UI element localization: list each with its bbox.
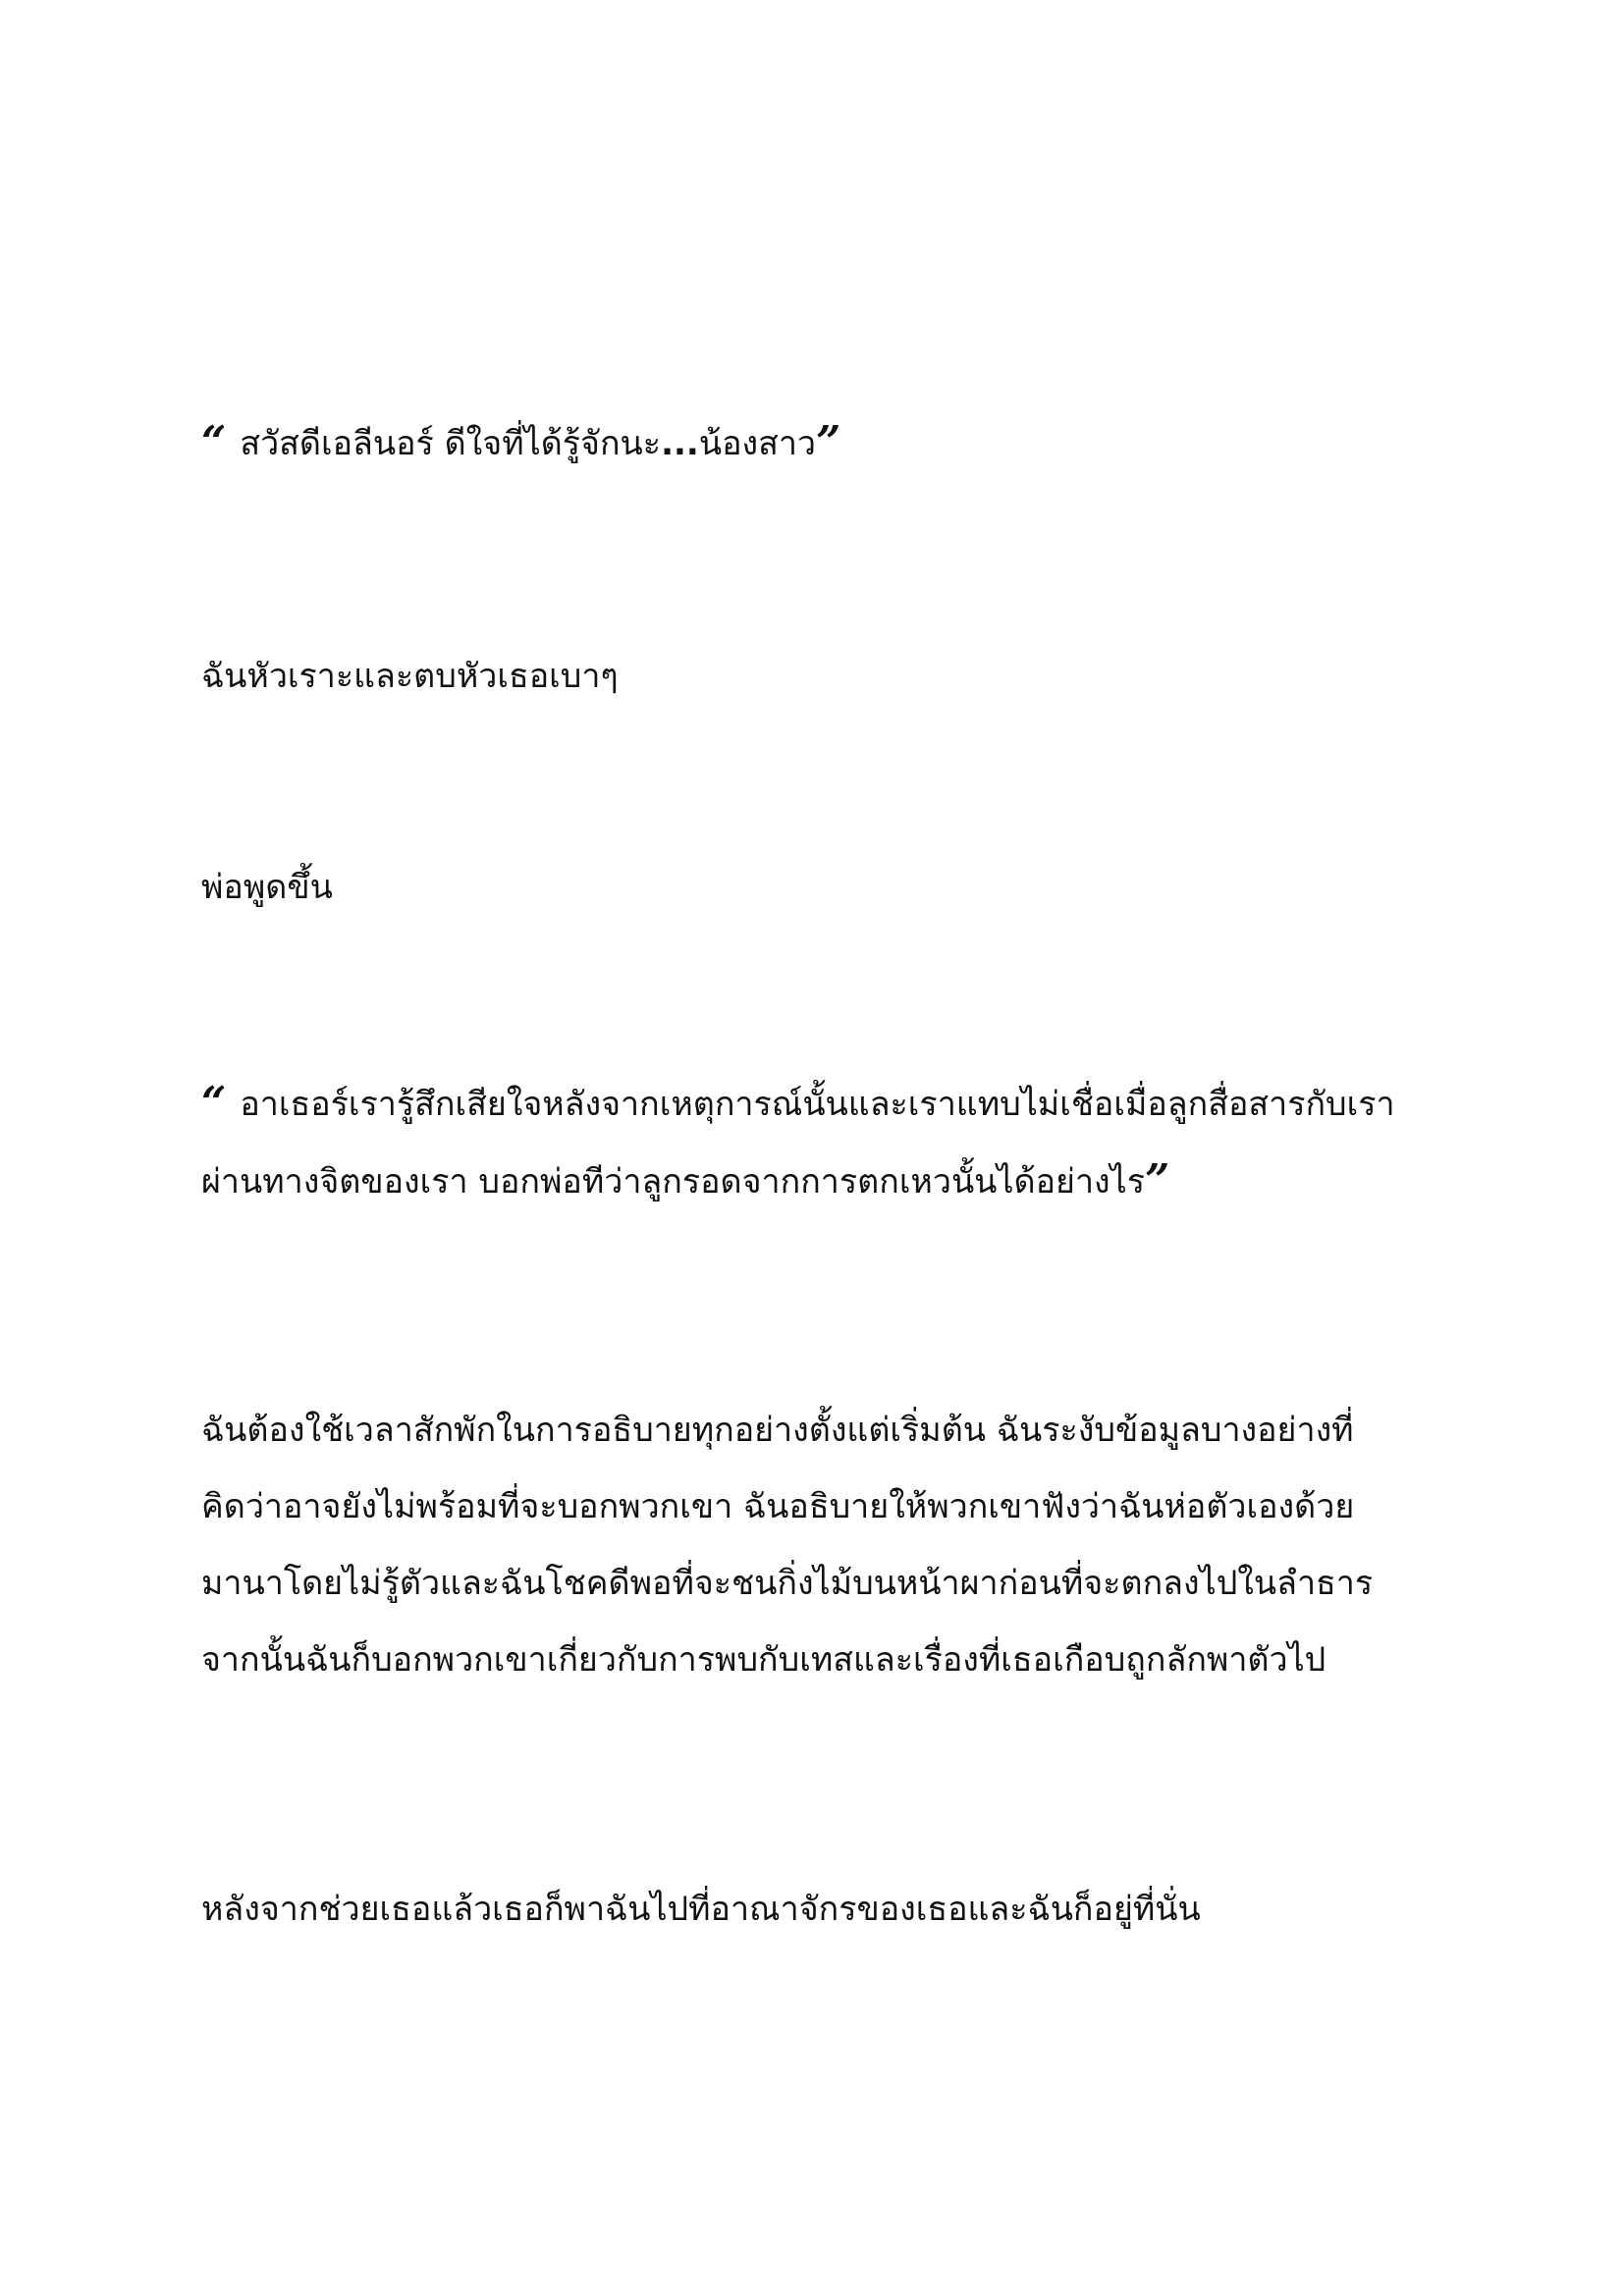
paragraph-explanation [201,1392,1429,1698]
ellipsis: ... [661,424,699,463]
greeting-text: สวัสดีเอลีนอร์ ดีใจที่ได้รู้จักนะ [240,424,662,463]
quote-line-2: ผ่านทางจิตของเรา บอกพ่อทีว่าลูกรอดจากการตกเหวนั้นได้อย่างไร [201,1162,1145,1201]
close-quote: ” [1145,1155,1170,1205]
paragraph-greeting [201,404,1429,482]
greeting-text-after: น้องสาว [698,424,817,463]
paragraph-line [201,1143,1429,1220]
paragraph-line: พ่อพูดขึ้น [201,868,333,907]
paragraph-line: จากนั้นฉันก็บอกพวกเขาเกี่ยวกับการพบกับเทสและเรื่องที่เธอเกือบถูกลักพาตัวไป [201,1640,1326,1680]
paragraph-conclusion [201,1871,1429,1948]
paragraph-line: มานาโดยไม่รู้ตัวและฉันโชคดีพอที่จะชนกิ่งไม้บนหน้าผาก่อนที่จะตกลงไปในลำธาร [201,1564,1374,1603]
paragraph-line: คิดว่าอาจยังไม่พร้อมที่จะบอกพวกเขา ฉันอธิบายให้พวกเขาฟังว่าฉันห่อตัวเองด้วย [201,1487,1355,1526]
quote-line-1: อาเธอร์เรารู้สึกเสียใจหลังจากเหตุการณ์นั้นและเราแทบไม่เชื่อเมื่อลูกสื่อสารกับเรา [240,1085,1395,1124]
open-quote: “ [201,1078,227,1128]
paragraph-line [201,404,1429,482]
paragraph-father-quote [201,1065,1429,1220]
paragraph-line: หลังจากช่วยเธอแล้วเธอก็พาฉันไปที่อาณาจักรของเธอและฉันก็อยู่ที่นั่น [201,1890,1201,1929]
open-quote: “ [201,417,227,467]
paragraph-laugh [201,638,1429,715]
close-quote: ” [816,417,841,467]
paragraph-father-speaks [201,849,1429,926]
paragraph-line [201,1065,1429,1143]
paragraph-line: ฉันหัวเราะและตบหัวเธอเบาๆ [201,657,619,696]
paragraph-line: ฉันต้องใช้เวลาสักพักในการอธิบายทุกอย่างตั้งแต่เริ่มต้น ฉันระงับข้อมูลบางอย่างที่ [201,1411,1354,1450]
